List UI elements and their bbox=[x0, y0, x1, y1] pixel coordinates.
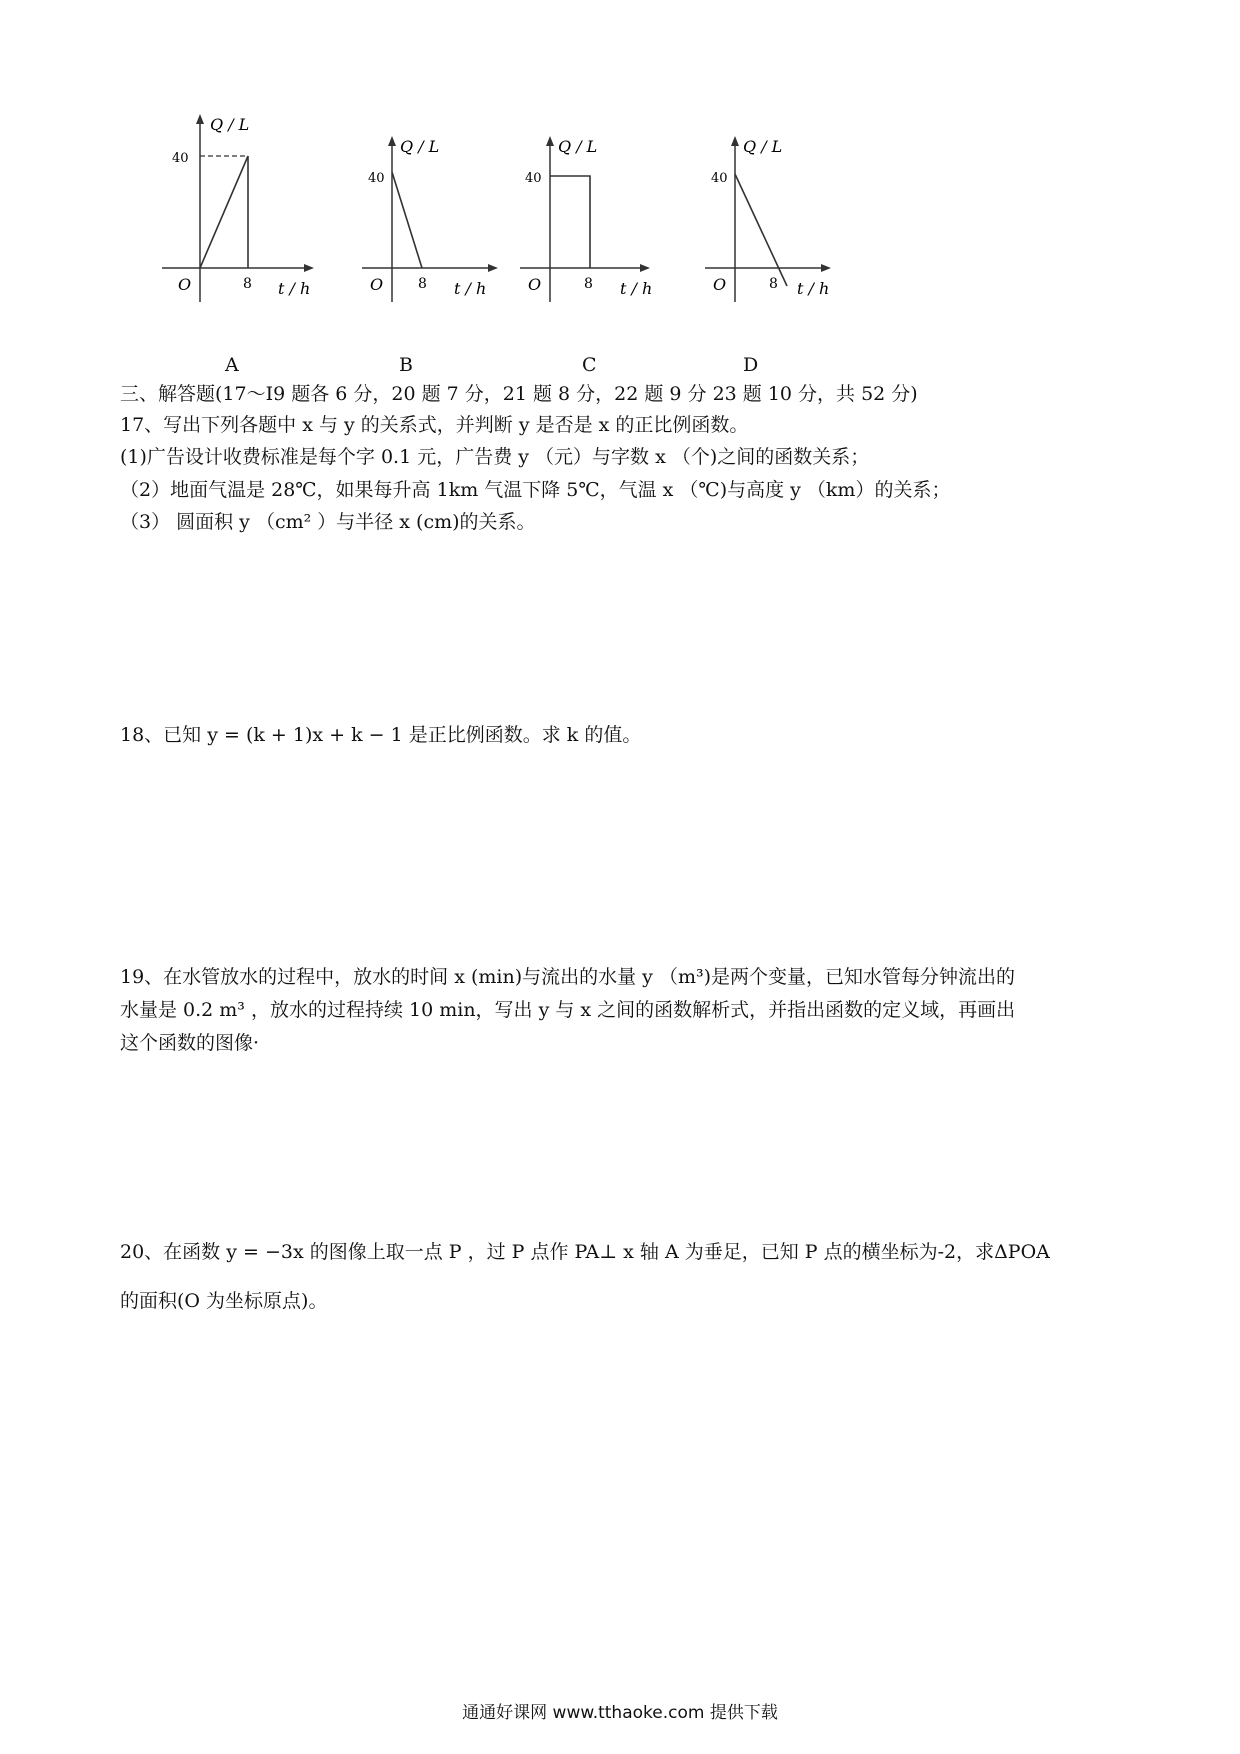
question-17-part-3: （3） 圆面积 y （cm² ）与半径 x (cm)的关系。 bbox=[120, 511, 536, 533]
option-label-b: B bbox=[399, 354, 413, 376]
x-axis-arrow bbox=[488, 264, 498, 272]
x-tick-label: 8 bbox=[769, 276, 778, 292]
y-axis-label: Q / L bbox=[558, 137, 598, 156]
x-tick-label: 8 bbox=[418, 276, 427, 292]
x-axis-label: t / h bbox=[797, 279, 830, 298]
question-19-line-2: 水量是 0.2 m³ ，放水的过程持续 10 min，写出 y 与 x 之间的函数解析式，并指出函数的定义域，再画出 bbox=[120, 999, 1016, 1021]
x-axis-arrow bbox=[640, 264, 650, 272]
question-17-part-1: (1)广告设计收费标准是每个字 0.1 元，广告费 y （元）与字数 x （个)之间的函数关系； bbox=[120, 446, 870, 468]
graph-b-svg bbox=[362, 110, 542, 310]
graph-a bbox=[160, 110, 340, 376]
question-18: 18、已知 y = (k + 1)x + k − 1 是正比例函数。求 k 的值。 bbox=[120, 724, 642, 746]
graph-line bbox=[392, 172, 422, 268]
graph-line bbox=[550, 176, 590, 268]
y-axis-arrow bbox=[196, 114, 204, 124]
footer-credit: 通通好课网 www.tthaoke.com 提供下载 bbox=[462, 1703, 778, 1723]
option-label-a: A bbox=[225, 354, 239, 376]
option-label-c: C bbox=[582, 354, 597, 376]
question-20-line-2: 的面积(O 为坐标原点)。 bbox=[120, 1290, 328, 1312]
origin-label: O bbox=[528, 275, 542, 294]
x-tick-label: 8 bbox=[243, 276, 252, 292]
option-graphs bbox=[160, 110, 860, 376]
y-axis-arrow bbox=[388, 136, 396, 146]
graph-b bbox=[362, 110, 542, 376]
x-axis-arrow bbox=[304, 264, 314, 272]
y-axis-arrow bbox=[731, 136, 739, 146]
x-axis-label: t / h bbox=[620, 279, 653, 298]
x-tick-label: 8 bbox=[584, 276, 593, 292]
y-axis-arrow bbox=[546, 136, 554, 146]
question-20-line-1: 20、在函数 y = −3x 的图像上取一点 P ，过 P 点作 PA⊥ x 轴 A 为垂足，已知 P 点的横坐标为-2，求ΔPOA bbox=[120, 1241, 1050, 1263]
x-axis-label: t / h bbox=[278, 279, 311, 298]
y-axis-label: Q / L bbox=[743, 137, 783, 156]
x-axis-arrow bbox=[821, 264, 831, 272]
graph-line bbox=[735, 174, 787, 286]
graph-c-svg bbox=[520, 110, 700, 310]
question-19-line-1: 19、在水管放水的过程中，放水的时间 x (min)与流出的水量 y （m³)是两个变量，已知水管每分钟流出的 bbox=[120, 966, 1015, 988]
section-heading: 三、解答题(17～I9 题各 6 分，20 题 7 分，21 题 8 分，22 题 9 分 23 题 10 分，共 52 分) bbox=[120, 383, 918, 405]
origin-label: O bbox=[713, 275, 727, 294]
origin-label: O bbox=[178, 275, 192, 294]
graph-a-svg bbox=[160, 110, 340, 310]
question-17-part-2: （2）地面气温是 28℃，如果每升高 1km 气温下降 5℃，气温 x （℃)与高度 y （km）的关系； bbox=[120, 479, 951, 501]
x-axis-label: t / h bbox=[454, 279, 487, 298]
y-axis-label: Q / L bbox=[400, 137, 440, 156]
y-tick-label: 40 bbox=[711, 171, 728, 186]
option-label-d: D bbox=[743, 354, 759, 376]
question-17-stem: 17、写出下列各题中 x 与 y 的关系式，并判断 y 是否是 x 的正比例函数。 bbox=[120, 414, 749, 436]
graph-line bbox=[200, 156, 248, 268]
graph-d bbox=[705, 110, 885, 376]
question-19-line-3: 这个函数的图像· bbox=[120, 1032, 260, 1054]
origin-label: O bbox=[370, 275, 384, 294]
graph-c bbox=[520, 110, 700, 376]
graph-d-svg bbox=[705, 110, 885, 310]
y-tick-label: 40 bbox=[525, 171, 542, 186]
y-tick-label: 40 bbox=[368, 171, 385, 186]
y-tick-label: 40 bbox=[172, 151, 189, 166]
y-axis-label: Q / L bbox=[210, 115, 250, 134]
